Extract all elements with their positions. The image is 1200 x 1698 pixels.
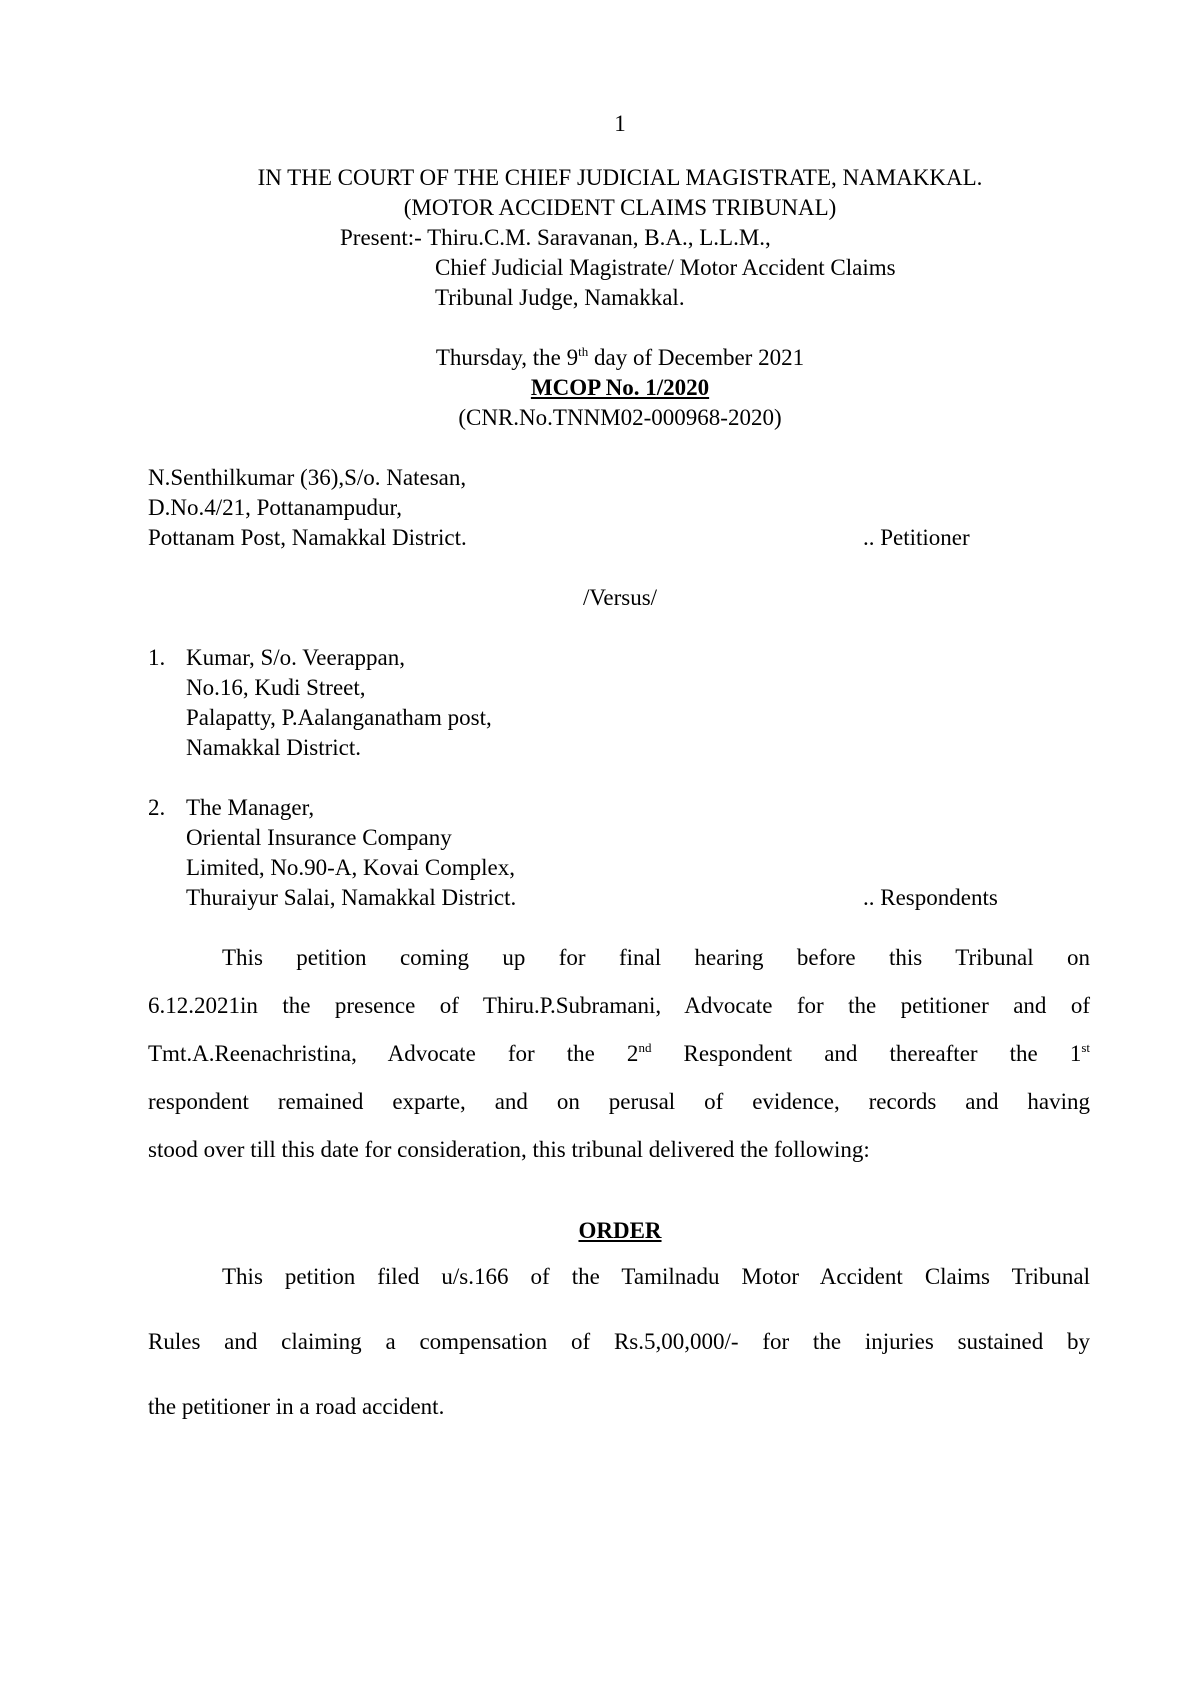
petitioner-line-2: D.No.4/21, Pottanampudur, — [148, 495, 402, 520]
designation-line-1: Chief Judicial Magistrate/ Motor Accident Claims — [435, 255, 896, 280]
order-line-3: the petitioner in a road accident. — [148, 1394, 445, 1419]
respondent-1-line-1: Kumar, S/o. Veerappan, — [186, 645, 406, 670]
respondent-1-line-3: Palapatty, P.Aalanganatham post, — [186, 705, 492, 730]
page-number: 1 — [614, 111, 626, 136]
respondent-2-line-2: Oriental Insurance Company — [186, 825, 452, 850]
designation-line-2: Tribunal Judge, Namakkal. — [435, 285, 685, 310]
order-line-2: Rules and claiming a compensation of Rs.5,00,000/- for the injuries sustained by — [148, 1329, 1090, 1354]
respondent-2-line-1: The Manager, — [186, 795, 315, 820]
order-line-1: This petition filed u/s.166 of the Tamilnadu Motor Accident Claims Tribunal — [222, 1264, 1090, 1289]
respondent-2-line-3: Limited, No.90-A, Kovai Complex, — [186, 855, 515, 880]
date-suffix: day of December 2021 — [588, 345, 805, 370]
preamble-line-3 — [148, 1042, 1090, 1065]
versus: /Versus/ — [582, 585, 658, 610]
respondent-2-number: 2. — [148, 795, 166, 820]
petitioner-line-1: N.Senthilkumar (36),S/o. Natesan, — [148, 465, 467, 490]
hearing-date — [0, 346, 1200, 369]
date-prefix: Thursday, the 9 — [435, 345, 579, 370]
presiding-officer: Present:- Thiru.C.M. Saravanan, B.A., L.L.M., — [340, 225, 771, 250]
respondent-1-line-2: No.16, Kudi Street, — [186, 675, 366, 700]
tribunal-heading: (MOTOR ACCIDENT CLAIMS TRIBUNAL) — [403, 195, 837, 220]
preamble-line-2: 6.12.2021in the presence of Thiru.P.Subramani, Advocate for the petitioner and of — [148, 993, 1090, 1018]
case-number: MCOP No. 1/2020 — [530, 375, 710, 400]
cnr-number: (CNR.No.TNNM02-000968-2020) — [458, 405, 782, 430]
preamble-ordinal-1st: st — [1081, 1040, 1090, 1055]
respondent-1-number: 1. — [148, 645, 166, 670]
preamble-line-1: This petition coming up for final hearing before this Tribunal on — [222, 945, 1090, 970]
court-heading: IN THE COURT OF THE CHIEF JUDICIAL MAGISTRATE, NAMAKKAL. — [257, 165, 983, 190]
petitioner-role: .. Petitioner — [863, 525, 970, 550]
preamble-ordinal-2nd: nd — [638, 1040, 652, 1055]
petitioner-line-3: Pottanam Post, Namakkal District. — [148, 525, 467, 550]
order-heading: ORDER — [578, 1218, 662, 1243]
date-ordinal: th — [578, 344, 589, 359]
respondent-1-line-4: Namakkal District. — [186, 735, 362, 760]
respondents-role: .. Respondents — [863, 885, 998, 910]
preamble-line-3-b: Respondent and thereafter the 1 — [651, 1041, 1082, 1066]
preamble-line-3-a: Tmt.A.Reenachristina, Advocate for the 2 — [148, 1041, 639, 1066]
preamble-line-5: stood over till this date for consideration, this tribunal delivered the following: — [148, 1137, 870, 1162]
respondent-2-line-4: Thuraiyur Salai, Namakkal District. — [186, 885, 517, 910]
preamble-line-4: respondent remained exparte, and on perusal of evidence, records and having — [148, 1089, 1090, 1114]
